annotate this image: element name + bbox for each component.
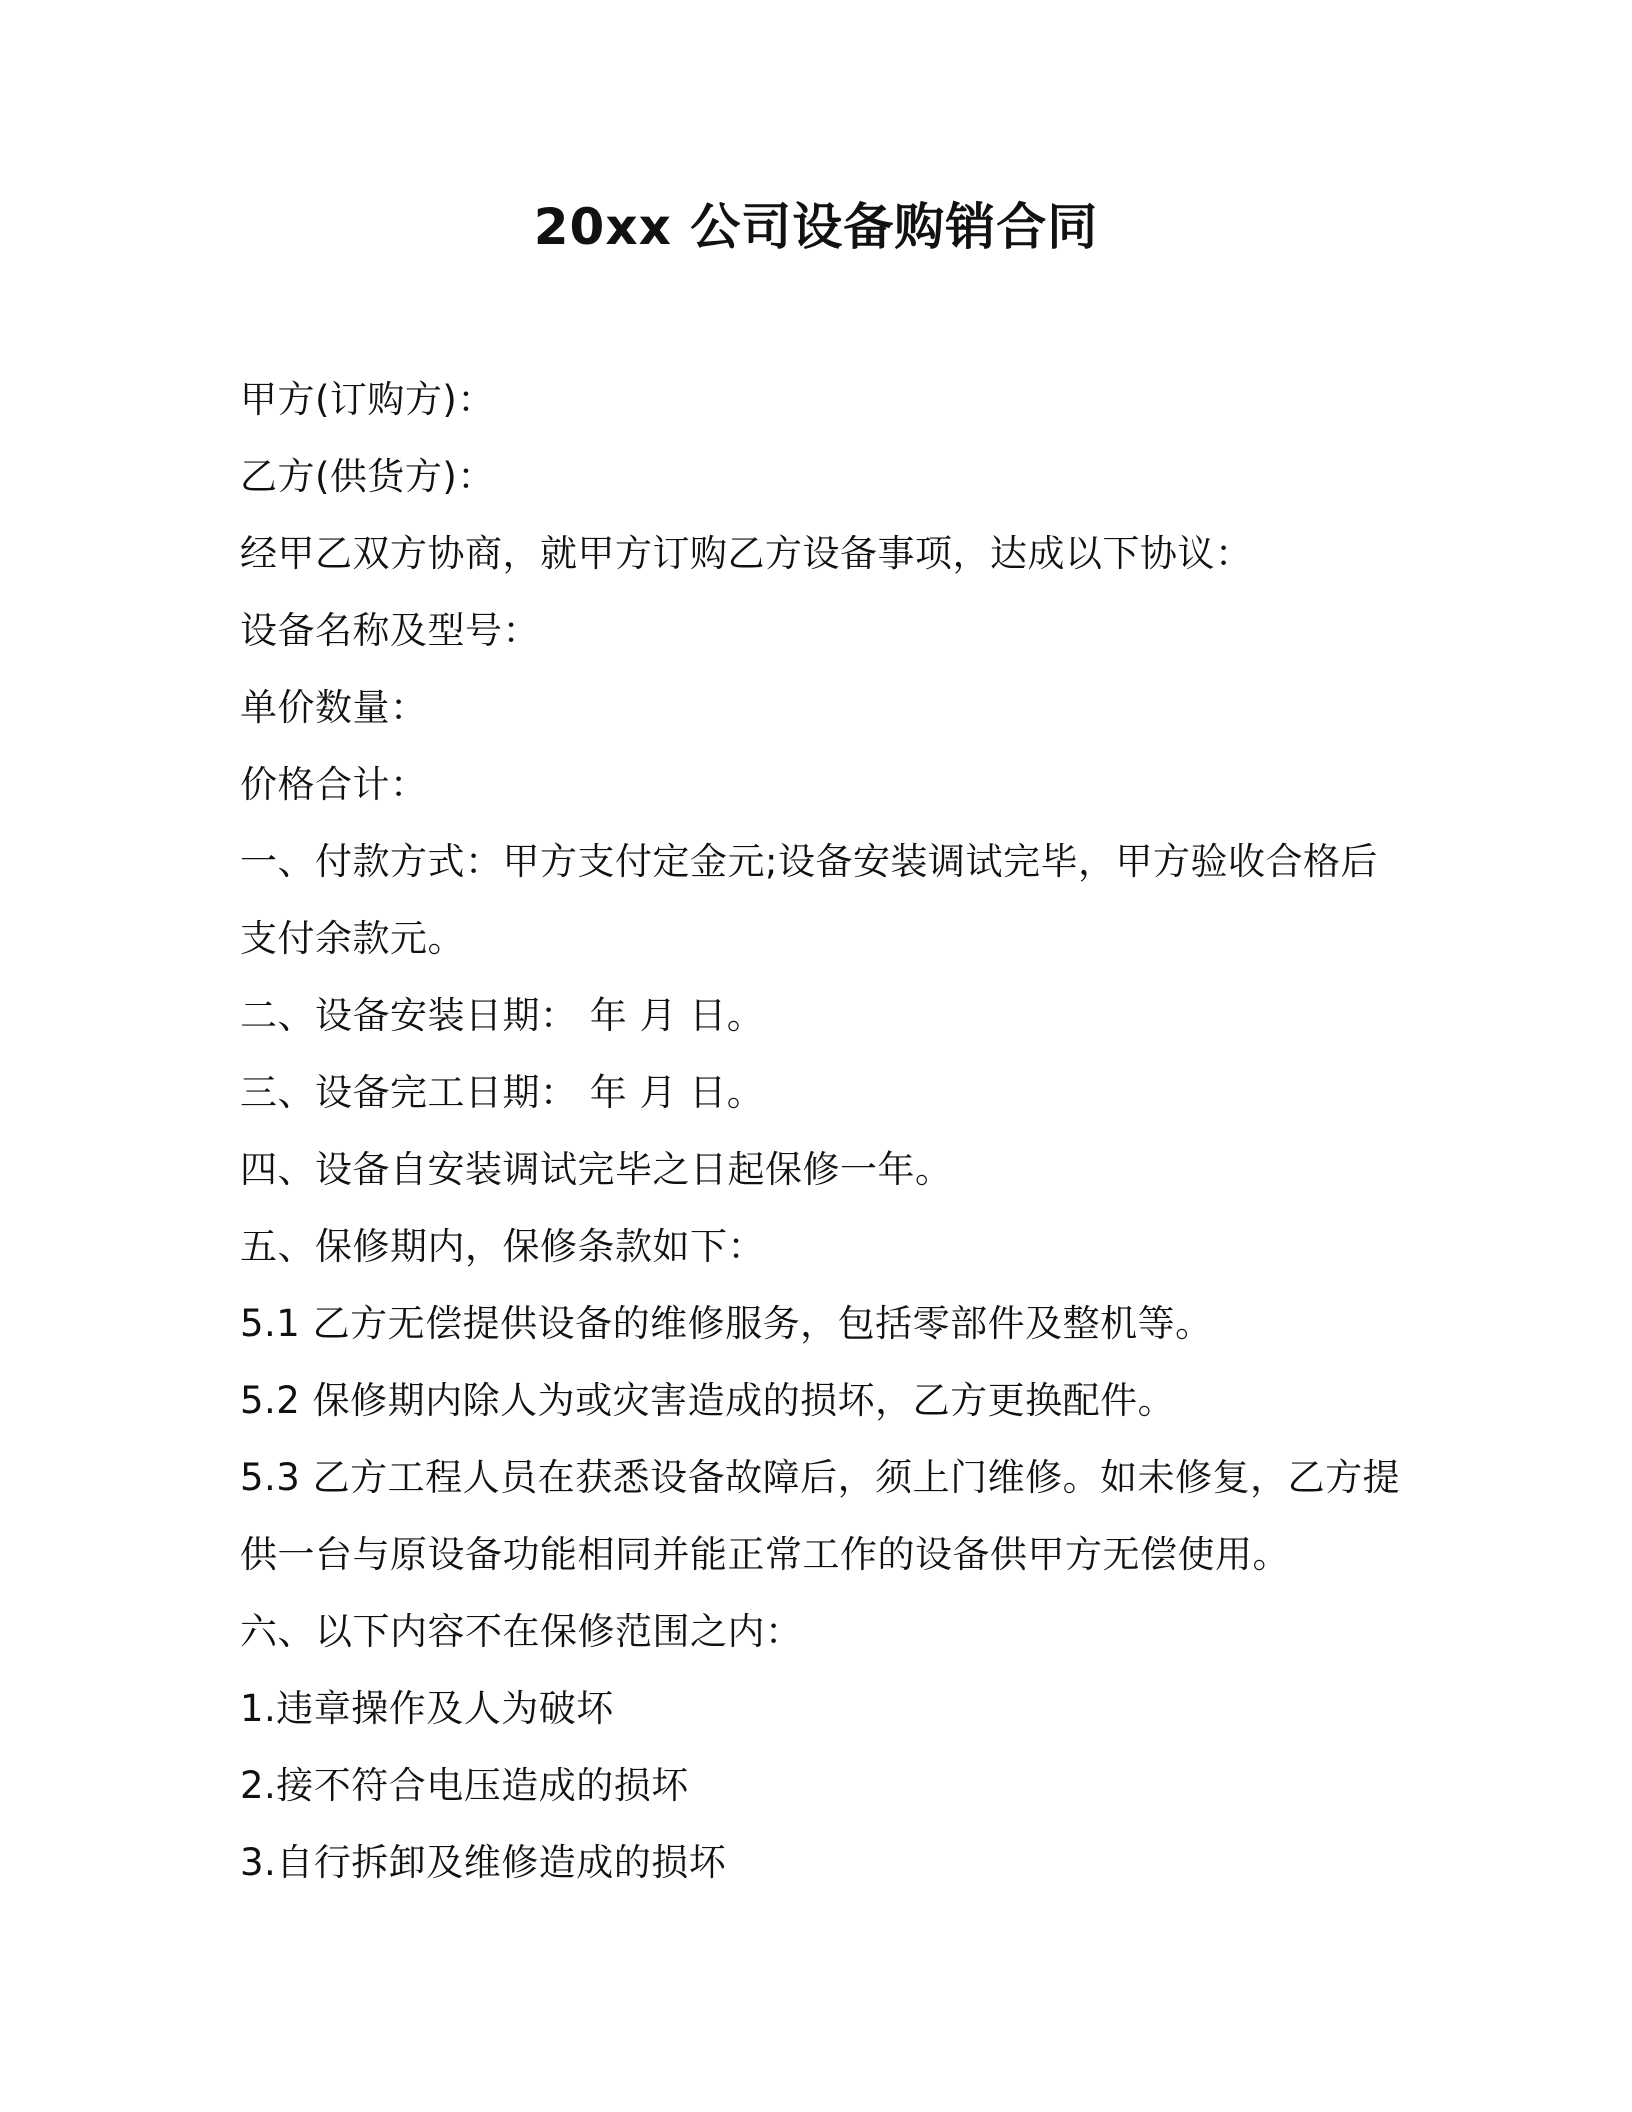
clause-1-payment-continued: 支付余款元。 (240, 917, 465, 960)
exclusion-item-1: 1.违章操作及人为破坏 (240, 1687, 614, 1730)
agreement-intro-line: 经甲乙双方协商，就甲方订购乙方设备事项，达成以下协议： (240, 532, 1253, 575)
clause-5-2: 5.2 保修期内除人为或灾害造成的损坏，乙方更换配件。 (240, 1379, 1176, 1422)
total-price-line: 价格合计： (240, 763, 428, 806)
clause-5-warranty-terms: 五、保修期内，保修条款如下： (240, 1225, 765, 1268)
exclusion-item-2: 2.接不符合电压造成的损坏 (240, 1764, 689, 1807)
party-a-line: 甲方(订购方)： (240, 378, 495, 421)
clause-5-3-continued: 供一台与原设备功能相同并能正常工作的设备供甲方无偿使用。 (240, 1533, 1290, 1576)
clause-4-warranty: 四、设备自安装调试完毕之日起保修一年。 (240, 1148, 953, 1191)
equipment-name-line: 设备名称及型号： (240, 609, 540, 652)
unit-price-quantity-line: 单价数量： (240, 686, 428, 729)
exclusion-item-3: 3.自行拆卸及维修造成的损坏 (240, 1841, 727, 1884)
clause-5-3: 5.3 乙方工程人员在获悉设备故障后，须上门维修。如未修复，乙方提 (240, 1456, 1401, 1499)
clause-2-install-date: 二、设备安装日期： 年 月 日。 (240, 994, 765, 1037)
clause-6-exclusions: 六、以下内容不在保修范围之内： (240, 1610, 803, 1653)
document-title: 20xx 公司设备购销合同 (533, 198, 1099, 256)
clause-1-payment-line: 一、付款方式：甲方支付定金元;设备安装调试完毕，甲方验收合格后 (240, 840, 1378, 883)
party-b-line: 乙方(供货方)： (240, 455, 495, 498)
clause-3-completion-date: 三、设备完工日期： 年 月 日。 (240, 1071, 765, 1114)
clause-5-1: 5.1 乙方无偿提供设备的维修服务，包括零部件及整机等。 (240, 1302, 1213, 1345)
document-body (240, 361, 1400, 1901)
